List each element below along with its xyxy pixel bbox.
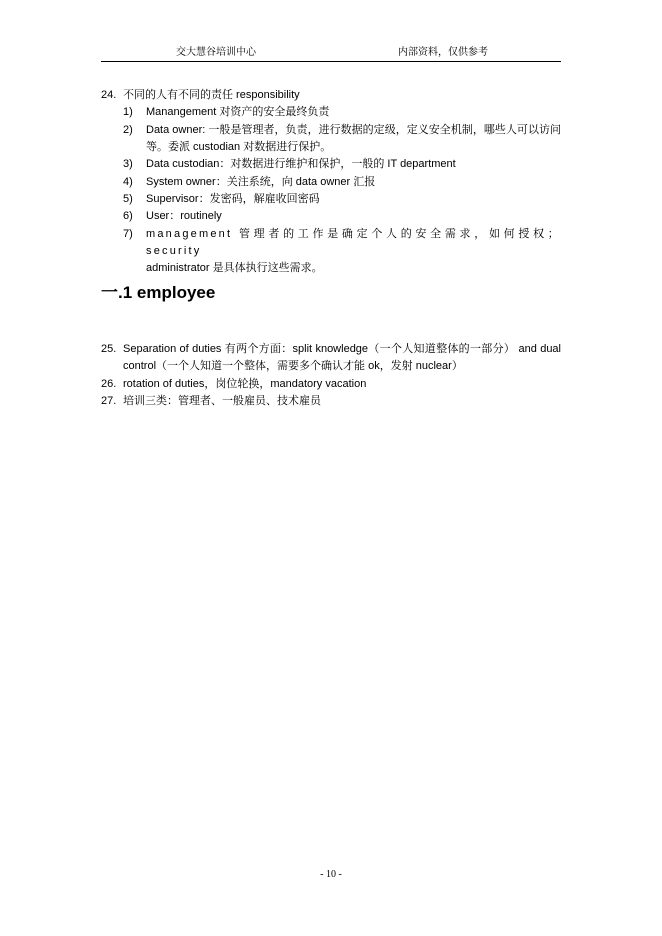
header-organization: 交大慧谷培训中心 — [176, 47, 256, 58]
sub-item-number: 2) — [123, 124, 133, 136]
item-text: Separation of duties 有两个方面：split knowledge（一个人知道整体的一部分） and dual control（一个人知道一个整体，需要多个确认才能 ok，发射 nuclear） — [123, 343, 561, 372]
item-text: 不同的人有不同的责任 responsibility — [123, 89, 300, 101]
sub-item-number: 6) — [123, 210, 133, 222]
item-number: 26. — [101, 378, 117, 390]
sub-item-number: 7) — [123, 228, 133, 240]
sub-item-text: User：routinely — [146, 210, 222, 222]
list-item-27 — [101, 393, 561, 410]
sub-item-number: 4) — [123, 176, 133, 188]
item-number: 27. — [101, 395, 117, 407]
sub-item-text: Data owner: 一般是管理者，负责，进行数据的定级，定义安全机制，哪些人可以访问等。委派 custodian 对数据进行保护。 — [146, 124, 561, 153]
sub-item-text: Manangement 对资产的安全最终负责 — [146, 106, 330, 118]
page-header — [101, 46, 561, 62]
sub-item-1 — [123, 104, 561, 121]
sub-item-7 — [123, 226, 561, 277]
item-text: 培训三类：管理者、一般雇员、技术雇员 — [123, 395, 321, 407]
sub-item-text: Data custodian：对数据进行维护和保护，一般的 IT department — [146, 158, 456, 170]
sub-item-text: Supervisor：发密码，解雇收回密码 — [146, 193, 320, 205]
sub-item-number: 5) — [123, 193, 133, 205]
sub-item-number: 1) — [123, 106, 133, 118]
list-item-26 — [101, 376, 561, 393]
item-number: 24. — [101, 89, 117, 101]
sub-item-number: 3) — [123, 158, 133, 170]
sub-item-5 — [123, 191, 561, 208]
page-number: - 10 - — [320, 869, 342, 880]
sub-item-text-line2: administrator 是具体执行这些需求。 — [146, 262, 323, 274]
item-number: 25. — [101, 343, 117, 355]
list-item-24 — [101, 87, 561, 104]
header-notice: 内部资料，仅供参考 — [398, 47, 488, 58]
list-item-25 — [101, 341, 561, 375]
sub-item-2 — [123, 122, 561, 156]
item-text: rotation of duties，岗位轮换，mandatory vacation — [123, 378, 367, 390]
sub-item-text-line1: management 管理者的工作是确定个人的安全需求，如何授权；security — [146, 228, 561, 257]
sub-item-6 — [123, 208, 561, 225]
section-heading: 一.1 employee — [101, 283, 216, 302]
sub-item-text: System owner：关注系统，向 data owner 汇报 — [146, 176, 376, 188]
sub-item-3 — [123, 156, 561, 173]
sub-item-4 — [123, 174, 561, 191]
